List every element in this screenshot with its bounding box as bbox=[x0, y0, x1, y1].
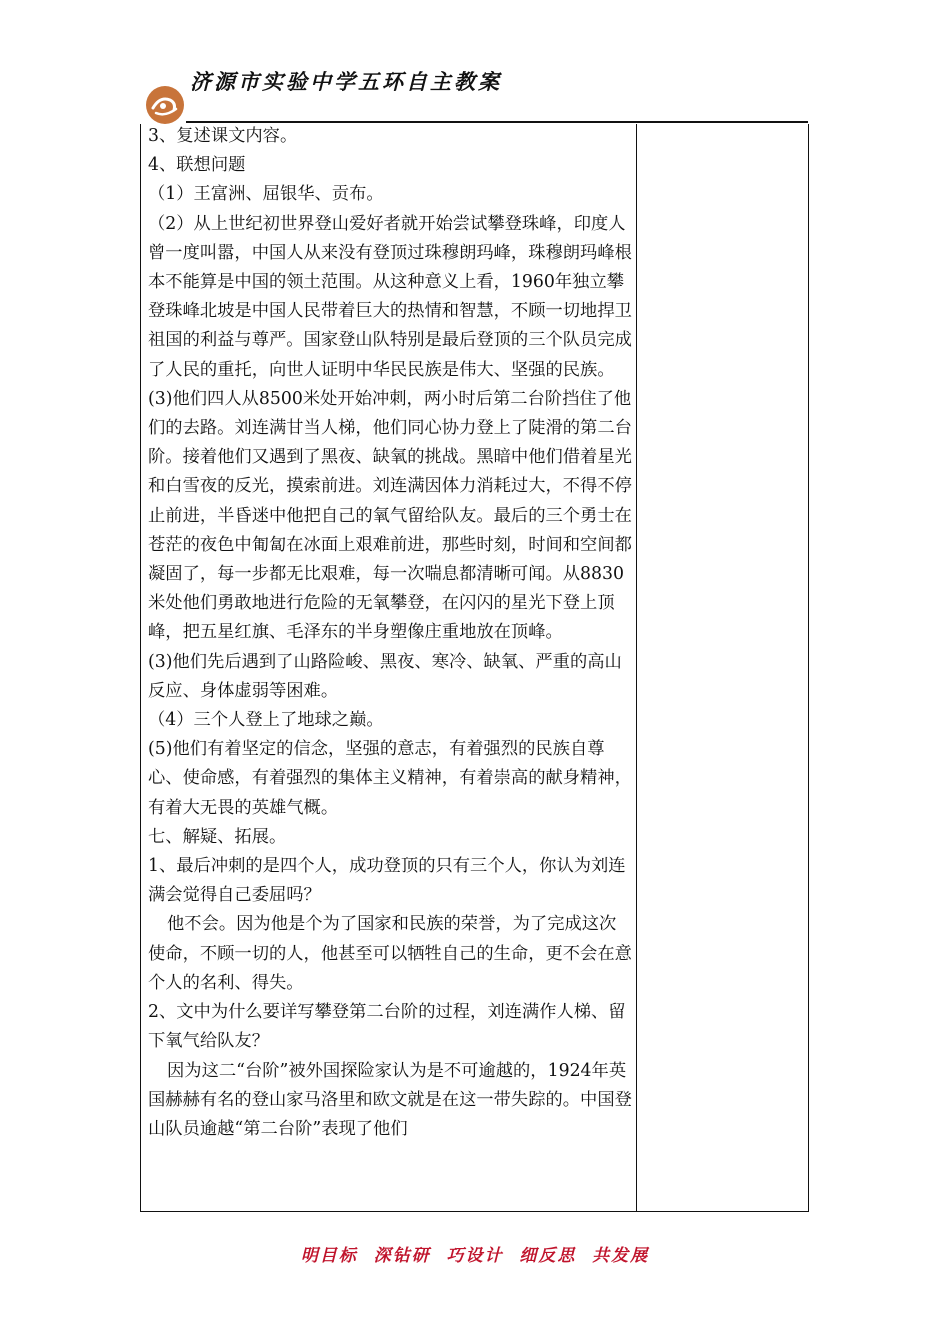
item-retell: 3、复述课文内容。 bbox=[148, 126, 298, 146]
answer-1: （1）王富洲、屈银华、贡布。 bbox=[148, 184, 384, 205]
table-column-divider bbox=[636, 124, 637, 1212]
item-questions-heading: 4、联想问题 bbox=[148, 155, 246, 176]
school-logo bbox=[146, 86, 184, 124]
answer-3a: (3)他们四人从8500米处开始冲刺，两小时后第二台阶挡住了他们的去路。刘连满甘当人梯，他们同心协力登上了陡滑的第二台阶。接着他们又遇到了黑夜、缺氧的挑战。黑暗中他们借着星光和白雪夜的反光，摸索前进。刘连满因体力消耗过大，不得不停止前进，半昏迷中他把自己的氧气留给队友。最后的三个勇士在苍茫的夜色中匍匐在冰面上艰难前进，那些时刻，时间和空间都凝固了，每一步都无比艰难，每一次喘息都清晰可闻。从8830米处他们勇敢地进行危险的无氧攀登，在闪闪的星光下登上顶峰，把五星红旗、毛泽东的半身塑像庄重地放在顶峰。 bbox=[148, 388, 632, 643]
question-2-answer: 因为这二“台阶”被外国探险家认为是不可逾越的，1924年英国赫赫有名的登山家马洛里和欧文就是在这一带失踪的。中国登山队员逾越“第二台阶”表现了他们 bbox=[148, 1060, 632, 1139]
answer-5: (5)他们有着坚定的信念，坚强的意志，有着强烈的民族自尊心、使命感，有着强烈的集体主义精神，有着崇高的献身精神，有着大无畏的英雄气概。 bbox=[148, 739, 632, 818]
question-1: 1、最后冲刺的是四个人，成功登顶的只有三个人，你认为刘连满会觉得自己委屈吗？ bbox=[148, 856, 626, 906]
answer-3b: (3)他们先后遇到了山路险峻、黑夜、寒冷、缺氧、严重的高山反应、身体虚弱等困难。 bbox=[148, 651, 622, 701]
section-seven-heading: 七、解疑、拓展。 bbox=[148, 826, 287, 847]
answer-4: （4）三个人登上了地球之巅。 bbox=[148, 710, 384, 731]
footer-motto: 明目标 深钻研 巧设计 细反思 共发展 bbox=[300, 1246, 650, 1266]
logo-emblem-icon bbox=[146, 86, 184, 124]
question-2: 2、文中为什么要详写攀登第二台阶的过程，刘连满作人梯、留下氧气给队友？ bbox=[148, 1002, 626, 1052]
answer-2: （2）从上世纪初世界登山爱好者就开始尝试攀登珠峰，印度人曾一度叫嚣，中国人从来没有登顶过珠穆朗玛峰，珠穆朗玛峰根本不能算是中国的领土范围。从这种意义上看，1960年独立攀登珠峰北坡是中国人民带着巨大的热情和智慧，不顾一切地捍卫祖国的利益与尊严。国家登山队特别是最后登顶的三个队员完成了人民的重托，向世人证明中华民民族是伟大、坚强的民族。 bbox=[148, 213, 632, 380]
header-title: 济源市实验中学五环自主教案 bbox=[190, 69, 502, 94]
question-1-answer: 他不会。因为他是个为了国家和民族的荣誉，为了完成这次使命，不顾一切的人，他甚至可以牺牲自己的生命，更不会在意个人的名利、得失。 bbox=[148, 914, 632, 993]
lesson-content bbox=[148, 122, 632, 1144]
